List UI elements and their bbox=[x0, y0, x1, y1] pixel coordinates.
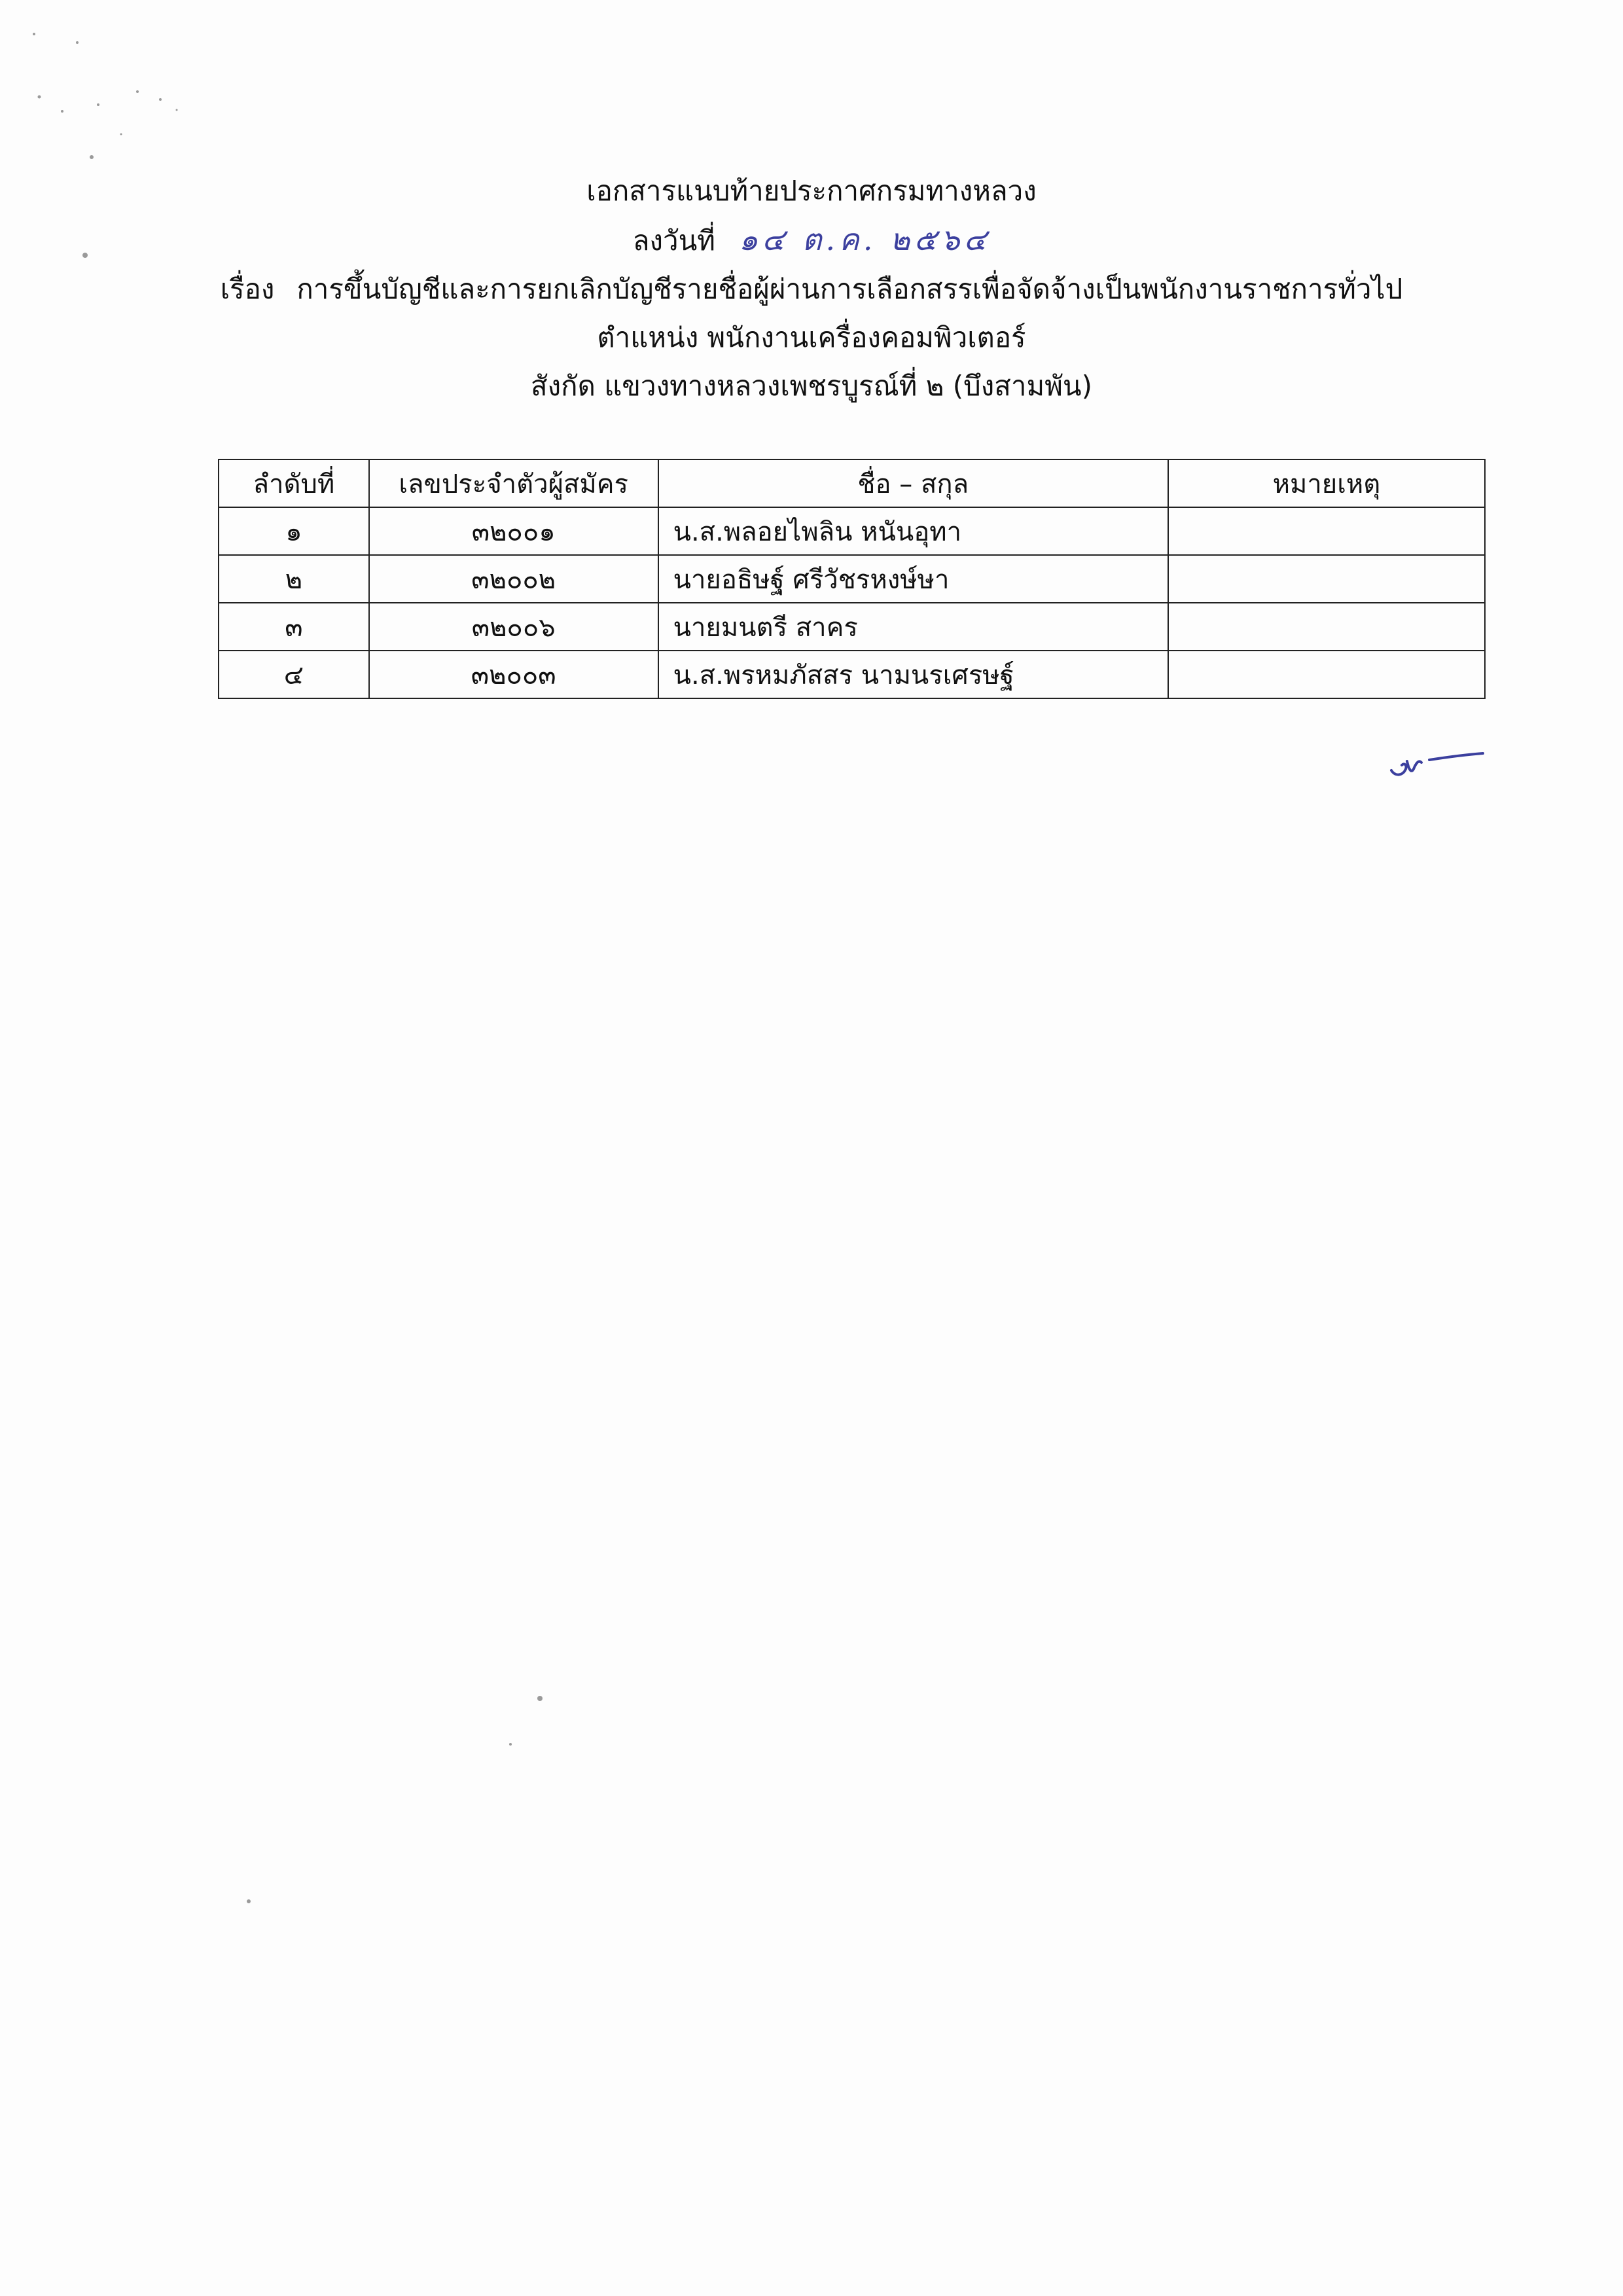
cell-applicant-id: ๓๒๐๐๖ bbox=[369, 603, 658, 651]
affiliation-line: สังกัด แขวงทางหลวงเพชรบูรณ์ที่ ๒ (บึงสามพัน) bbox=[531, 370, 1092, 402]
column-header-applicant-id: เลขประจำตัวผู้สมัคร bbox=[369, 459, 658, 507]
column-header-seq: ลำดับที่ bbox=[219, 459, 369, 507]
subject-line bbox=[0, 265, 1623, 314]
cell-name: น.ส.พรหมภัสสร นามนรเศรษฐ์ bbox=[658, 651, 1168, 698]
cell-applicant-id: ๓๒๐๐๑ bbox=[369, 507, 658, 555]
cell-name: นายอธิษฐ์ ศรีวัชรหงษ์ษา bbox=[658, 555, 1168, 603]
document-header bbox=[0, 167, 1623, 410]
attachment-title: เอกสารแนบท้ายประกาศกรมทางหลวง bbox=[586, 175, 1037, 207]
cell-name: น.ส.พลอยไพลิน หนันอุทา bbox=[658, 507, 1168, 555]
date-line bbox=[0, 215, 1623, 265]
column-header-name: ชื่อ – สกุล bbox=[658, 459, 1168, 507]
table-row bbox=[219, 603, 1485, 651]
table-header-row bbox=[219, 459, 1485, 507]
cell-remark bbox=[1168, 651, 1485, 698]
cell-applicant-id: ๓๒๐๐๓ bbox=[369, 651, 658, 698]
cell-seq: ๑ bbox=[219, 507, 369, 555]
cell-seq: ๒ bbox=[219, 555, 369, 603]
cell-seq: ๔ bbox=[219, 651, 369, 698]
handwritten-initials bbox=[1387, 743, 1486, 782]
date-label: ลงวันที่ bbox=[632, 224, 715, 257]
position-line: ตำแหน่ง พนักงานเครื่องคอมพิวเตอร์ bbox=[597, 321, 1026, 353]
applicant-table bbox=[218, 459, 1486, 699]
subject-label: เรื่อง bbox=[220, 273, 275, 305]
cell-seq: ๓ bbox=[219, 603, 369, 651]
column-header-remark: หมายเหตุ bbox=[1168, 459, 1485, 507]
cell-remark bbox=[1168, 555, 1485, 603]
cell-applicant-id: ๓๒๐๐๒ bbox=[369, 555, 658, 603]
table-row bbox=[219, 555, 1485, 603]
cell-remark bbox=[1168, 603, 1485, 651]
table-row bbox=[219, 507, 1485, 555]
subject-text: การขึ้นบัญชีและการยกเลิกบัญชีรายชื่อผู้ผ่านการเลือกสรรเพื่อจัดจ้างเป็นพนักงานราชการทั่วไป bbox=[296, 273, 1403, 305]
handwritten-date: ๑๔ ต.ค. ๒๕๖๔ bbox=[738, 222, 991, 257]
cell-remark bbox=[1168, 507, 1485, 555]
cell-name: นายมนตรี สาคร bbox=[658, 603, 1168, 651]
table-row bbox=[219, 651, 1485, 698]
